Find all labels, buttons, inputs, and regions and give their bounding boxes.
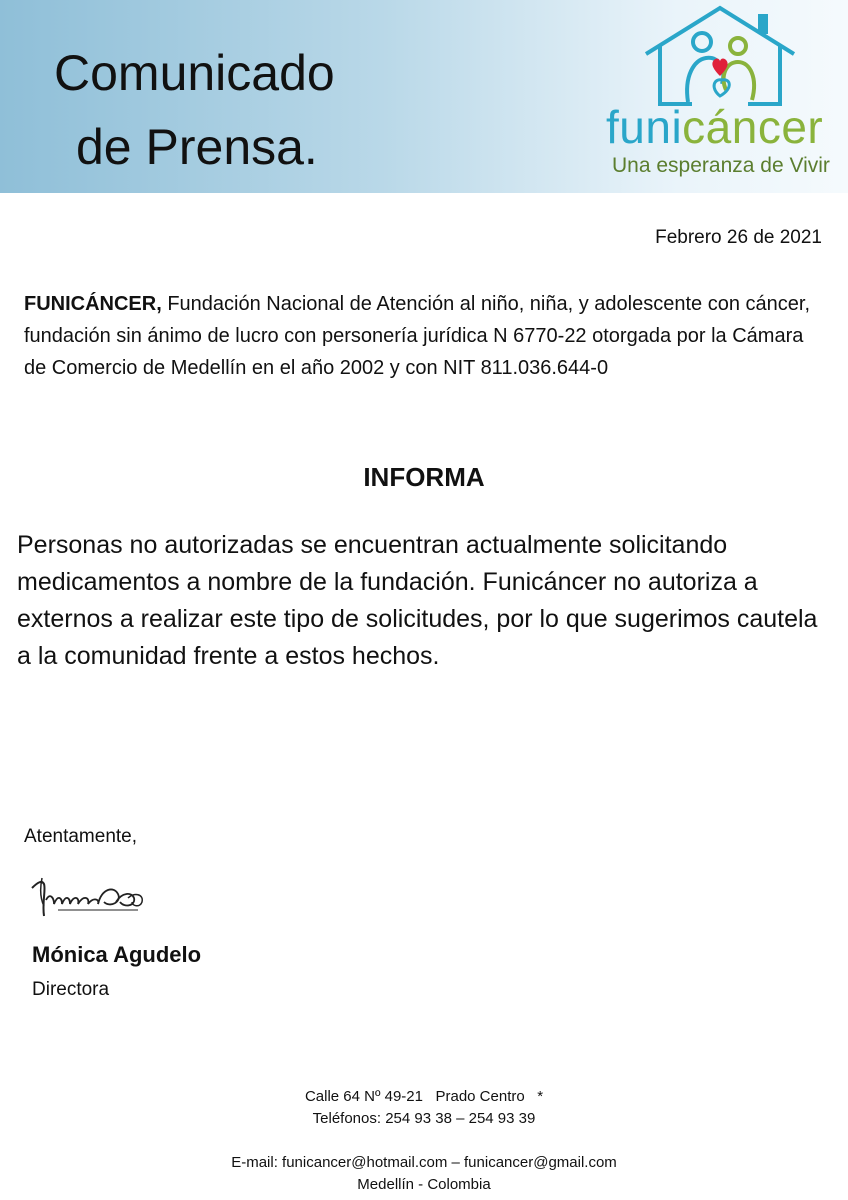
page-title-line-1: Comunicado [54,45,335,101]
signer-name: Mónica Agudelo [32,942,202,967]
signer-role: Directora [32,979,110,1000]
footer-address: Calle 64 Nº 49-21 Prado Centro * [304,1088,544,1105]
logo-brand-part-1: funi [606,101,683,153]
intro-text: Fundación Nacional de Atención al niño, niña, y adolescente con cáncer, fundación sin ánimo de lucro con personería jurídica N 6770-22 otorgada por la Cámara de Comercio de Medellín en el año 2002 y con NIT 811.036.644-0 [24,293,810,379]
document-date: Febrero 26 de 2021 [655,227,822,248]
house-family-heart-icon [640,4,800,108]
informa-heading: INFORMA [363,462,485,492]
funicancer-logo [600,4,840,190]
signature-image [28,858,148,924]
closing-text: Atentamente, [24,826,138,847]
footer-email: E-mail: funicancer@hotmail.com – funicancer@gmail.com [231,1154,617,1171]
logo-tagline: Una esperanza de Vivir [612,154,830,177]
page-title-line-2: de Prensa. [76,119,318,175]
footer-phones: Teléfonos: 254 93 38 – 254 93 39 [312,1110,536,1127]
footer-city: Medellín - Colombia [357,1176,491,1193]
message-paragraph: Personas no autorizadas se encuentran actualmente solicitando medicamentos a nombre de la fundación. Funicáncer no autoriza a externos a realizar este tipo de solicitudes, por lo que sugerimos cautela a la comunidad frente a estos hechos. [17,531,818,670]
intro-paragraph [24,288,824,384]
logo-brand-part-2: cáncer [682,101,824,153]
intro-organization-name: FUNICÁNCER, [24,293,162,315]
logo-brand [606,102,823,152]
